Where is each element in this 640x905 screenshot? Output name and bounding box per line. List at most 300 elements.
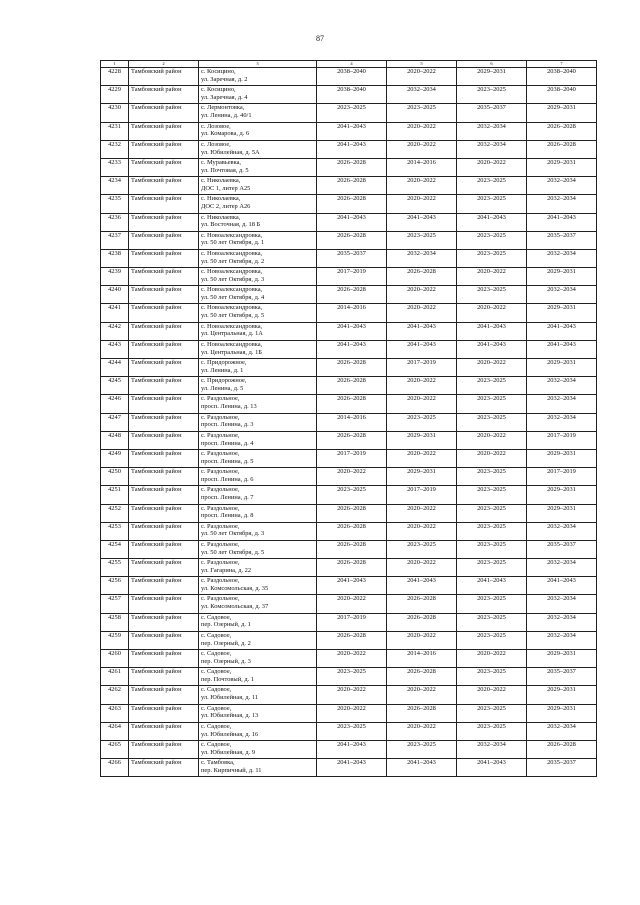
table-row: [101, 759, 597, 777]
period-col-6: 2023–2025: [457, 177, 527, 195]
address-street: ул. Юбилейная, д. 13: [201, 712, 259, 720]
district: Тамбовский район: [129, 613, 199, 631]
period-col-6: 2032–2034: [457, 740, 527, 758]
row-number: 4233: [101, 158, 129, 176]
period-col-5: 2026–2028: [387, 595, 457, 613]
period-col-6: 2023–2025: [457, 413, 527, 431]
address: [199, 704, 317, 722]
address-settlement: с. Раздольное,: [201, 431, 240, 439]
address-street: ул. Восточная, д. 18 Б: [201, 221, 261, 229]
table-row: [101, 540, 597, 558]
table-row: [101, 613, 597, 631]
address-street: пер. Озерный, д. 2: [201, 639, 251, 647]
address: [199, 104, 317, 122]
address-street: ул. 50 лет Октября, д. 5: [201, 312, 265, 320]
period-col-7: 2029–2031: [527, 704, 597, 722]
district: Тамбовский район: [129, 722, 199, 740]
period-col-5: 2029–2031: [387, 431, 457, 449]
address-settlement: с. Садовое,: [201, 650, 232, 657]
address-street: просп. Ленина, д. 8: [201, 512, 254, 520]
table-row: [101, 359, 597, 377]
address-street: ДОС 1, литер А25: [201, 184, 251, 192]
row-number: 4241: [101, 304, 129, 322]
district: Тамбовский район: [129, 195, 199, 213]
period-col-5: 2020–2022: [387, 722, 457, 740]
header-col-1: 1: [101, 61, 129, 68]
period-col-7: 2029–2031: [527, 686, 597, 704]
address-street: пер. Озерный, д. 1: [201, 621, 251, 629]
header-col-7: 7: [527, 61, 597, 68]
address-street: ул. Заречная, д. 4: [201, 93, 248, 101]
table-row: [101, 740, 597, 758]
period-col-4: 2026–2028: [317, 431, 387, 449]
address-settlement: с. Раздольное,: [201, 468, 240, 476]
address-street: ул. 50 лет Октября, д. 4: [201, 294, 265, 302]
table-row: [101, 195, 597, 213]
period-col-7: 2032–2034: [527, 377, 597, 395]
period-col-4: 2023–2025: [317, 722, 387, 740]
address: [199, 613, 317, 631]
period-col-6: 2020–2022: [457, 686, 527, 704]
period-col-7: 2032–2034: [527, 177, 597, 195]
address-street: ул. Почтовая, д. 5: [201, 166, 249, 174]
address-street: просп. Ленина, д. 6: [201, 475, 254, 483]
period-col-5: 2023–2025: [387, 231, 457, 249]
table-row: [101, 486, 597, 504]
address-settlement: с. Новоалександровка,: [201, 304, 263, 312]
table-row: [101, 122, 597, 140]
row-number: 4239: [101, 268, 129, 286]
table-row: [101, 68, 597, 86]
district: Тамбовский район: [129, 359, 199, 377]
address-settlement: с. Новоалександровка,: [201, 322, 263, 330]
period-col-6: 2023–2025: [457, 468, 527, 486]
period-col-5: 2020–2022: [387, 395, 457, 413]
address-street: ул. 50 лет Октября, д. 1: [201, 239, 265, 247]
header-col-3: 3: [199, 61, 317, 68]
address: [199, 740, 317, 758]
period-col-7: 2041–2043: [527, 322, 597, 340]
address: [199, 231, 317, 249]
address-street: ул. 50 лет Октября, д. 2: [201, 257, 265, 265]
address: [199, 158, 317, 176]
table-row: [101, 322, 597, 340]
address-settlement: с. Лозовое,: [201, 122, 231, 130]
period-col-4: 2041–2043: [317, 577, 387, 595]
period-col-7: 2032–2034: [527, 595, 597, 613]
table-row: [101, 268, 597, 286]
address-street: просп. Ленина, д. 13: [201, 403, 257, 411]
period-col-4: 2017–2019: [317, 268, 387, 286]
period-col-4: 2020–2022: [317, 650, 387, 668]
period-col-6: 2023–2025: [457, 395, 527, 413]
address: [199, 522, 317, 540]
address: [199, 686, 317, 704]
period-col-5: 2041–2043: [387, 759, 457, 777]
row-number: 4252: [101, 504, 129, 522]
district: Тамбовский район: [129, 377, 199, 395]
period-col-7: 2026–2028: [527, 122, 597, 140]
period-col-4: 2020–2022: [317, 686, 387, 704]
row-number: 4230: [101, 104, 129, 122]
period-col-4: 2041–2043: [317, 340, 387, 358]
table-row: [101, 249, 597, 267]
district: Тамбовский район: [129, 177, 199, 195]
address-settlement: с. Муравьевка,: [201, 158, 242, 166]
period-col-4: 2041–2043: [317, 759, 387, 777]
address: [199, 722, 317, 740]
period-col-7: 2035–2037: [527, 540, 597, 558]
period-col-7: 2032–2034: [527, 559, 597, 577]
period-col-5: 2026–2028: [387, 704, 457, 722]
table-row: [101, 213, 597, 231]
address: [199, 304, 317, 322]
district: Тамбовский район: [129, 686, 199, 704]
period-col-4: 2014–2016: [317, 304, 387, 322]
header-col-4: 4: [317, 61, 387, 68]
district: Тамбовский район: [129, 577, 199, 595]
period-col-7: 2017–2019: [527, 468, 597, 486]
address: [199, 504, 317, 522]
period-col-7: 2032–2034: [527, 722, 597, 740]
address-street: ул. Ленина, д. 40/1: [201, 112, 252, 120]
district: Тамбовский район: [129, 631, 199, 649]
period-col-5: 2020–2022: [387, 140, 457, 158]
address: [199, 395, 317, 413]
table-row: [101, 559, 597, 577]
address-street: просп. Ленина, д. 4: [201, 439, 254, 447]
row-number: 4244: [101, 359, 129, 377]
period-col-4: 2041–2043: [317, 140, 387, 158]
address-settlement: с. Тамбовка,: [201, 759, 235, 767]
address: [199, 449, 317, 467]
period-col-7: 2029–2031: [527, 359, 597, 377]
period-col-6: 2032–2034: [457, 122, 527, 140]
address-street: ул. Юбилейная, д. 11: [201, 694, 258, 702]
period-col-7: 2032–2034: [527, 631, 597, 649]
table-row: [101, 522, 597, 540]
row-number: 4256: [101, 577, 129, 595]
address-settlement: с. Новоалександровка,: [201, 268, 263, 276]
table-row: [101, 650, 597, 668]
address-street: ул. Юбилейная, д. 16: [201, 730, 259, 738]
table-row: [101, 722, 597, 740]
period-col-5: 2020–2022: [387, 304, 457, 322]
period-col-7: 2029–2031: [527, 104, 597, 122]
period-col-5: 2023–2025: [387, 740, 457, 758]
address: [199, 359, 317, 377]
address-settlement: с. Косицино,: [201, 86, 236, 94]
address: [199, 213, 317, 231]
period-col-7: 2029–2031: [527, 650, 597, 668]
period-col-5: 2017–2019: [387, 486, 457, 504]
address-settlement: с. Новоалександровка,: [201, 231, 263, 239]
period-col-4: 2026–2028: [317, 559, 387, 577]
period-col-7: 2029–2031: [527, 304, 597, 322]
address-settlement: с. Садовое,: [201, 668, 232, 676]
period-col-4: 2026–2028: [317, 231, 387, 249]
period-col-6: 2023–2025: [457, 231, 527, 249]
district: Тамбовский район: [129, 504, 199, 522]
row-number: 4248: [101, 431, 129, 449]
table-row: [101, 231, 597, 249]
period-col-7: 2035–2037: [527, 668, 597, 686]
district: Тамбовский район: [129, 449, 199, 467]
address-settlement: с. Садовое,: [201, 613, 232, 621]
period-col-5: 2020–2022: [387, 177, 457, 195]
table-row: [101, 668, 597, 686]
period-col-4: 2017–2019: [317, 449, 387, 467]
row-number: 4242: [101, 322, 129, 340]
period-col-6: 2041–2043: [457, 759, 527, 777]
table-row: [101, 504, 597, 522]
period-col-6: 2020–2022: [457, 431, 527, 449]
address-street: пер. Озерный, д. 3: [201, 657, 251, 665]
address-street: ул. Заречная, д. 2: [201, 75, 248, 83]
period-col-6: 2020–2022: [457, 158, 527, 176]
address-street: ул. Гагарина, д. 22: [201, 566, 252, 574]
district: Тамбовский район: [129, 86, 199, 104]
period-col-6: 2032–2034: [457, 140, 527, 158]
address: [199, 377, 317, 395]
address: [199, 559, 317, 577]
district: Тамбовский район: [129, 158, 199, 176]
address: [199, 68, 317, 86]
row-number: 4234: [101, 177, 129, 195]
period-col-6: 2023–2025: [457, 377, 527, 395]
period-col-5: 2020–2022: [387, 631, 457, 649]
district: Тамбовский район: [129, 140, 199, 158]
district: Тамбовский район: [129, 486, 199, 504]
period-col-6: 2020–2022: [457, 650, 527, 668]
period-col-7: 2029–2031: [527, 504, 597, 522]
district: Тамбовский район: [129, 650, 199, 668]
period-col-7: 2029–2031: [527, 449, 597, 467]
period-col-4: 2041–2043: [317, 740, 387, 758]
address-settlement: с. Придорожное,: [201, 359, 247, 366]
table-row: [101, 140, 597, 158]
period-col-6: 2020–2022: [457, 268, 527, 286]
address-street: ул. Комарова, д. 6: [201, 130, 250, 138]
period-col-6: 2023–2025: [457, 522, 527, 540]
period-col-6: 2023–2025: [457, 540, 527, 558]
table-row: [101, 595, 597, 613]
period-col-4: 2041–2043: [317, 122, 387, 140]
row-number: 4245: [101, 377, 129, 395]
district: Тамбовский район: [129, 286, 199, 304]
period-col-4: 2038–2040: [317, 68, 387, 86]
address: [199, 595, 317, 613]
period-col-5: 2041–2043: [387, 322, 457, 340]
period-col-6: 2023–2025: [457, 504, 527, 522]
period-col-4: 2023–2025: [317, 668, 387, 686]
period-col-6: 2023–2025: [457, 486, 527, 504]
page-number: 87: [316, 34, 324, 43]
address-street: просп. Ленина, д. 3: [201, 421, 254, 429]
period-col-5: 2020–2022: [387, 686, 457, 704]
period-col-5: 2041–2043: [387, 213, 457, 231]
address-settlement: с. Николаевка,: [201, 177, 241, 185]
address-settlement: с. Раздольное,: [201, 540, 240, 548]
table-row: [101, 377, 597, 395]
address: [199, 195, 317, 213]
row-number: 4231: [101, 122, 129, 140]
period-col-4: 2038–2040: [317, 86, 387, 104]
period-col-5: 2014–2016: [387, 158, 457, 176]
period-col-7: 2038–2040: [527, 68, 597, 86]
district: Тамбовский район: [129, 231, 199, 249]
period-col-4: 2026–2028: [317, 177, 387, 195]
period-col-6: 2023–2025: [457, 86, 527, 104]
period-col-4: 2026–2028: [317, 631, 387, 649]
address-settlement: с. Раздольное,: [201, 595, 240, 603]
period-col-6: 2023–2025: [457, 249, 527, 267]
district: Тамбовский район: [129, 304, 199, 322]
period-col-7: 2032–2034: [527, 249, 597, 267]
address-settlement: с. Лозовое,: [201, 140, 231, 148]
table-row: [101, 577, 597, 595]
period-col-6: 2023–2025: [457, 631, 527, 649]
period-col-4: 2026–2028: [317, 195, 387, 213]
row-number: 4250: [101, 468, 129, 486]
address-street: ул. 50 лет Октября, д. 5: [201, 548, 265, 556]
address-street: ул. 50 лет Октября, д. 3: [201, 275, 265, 283]
district: Тамбовский район: [129, 395, 199, 413]
address-settlement: с. Раздольное,: [201, 522, 240, 530]
row-number: 4253: [101, 522, 129, 540]
period-col-5: 2023–2025: [387, 413, 457, 431]
row-number: 4265: [101, 740, 129, 758]
row-number: 4236: [101, 213, 129, 231]
period-col-7: 2032–2034: [527, 286, 597, 304]
period-col-5: 2026–2028: [387, 613, 457, 631]
period-col-5: 2023–2025: [387, 540, 457, 558]
register-table: [100, 60, 597, 777]
period-col-7: 2029–2031: [527, 486, 597, 504]
period-col-4: 2026–2028: [317, 522, 387, 540]
address-street: ул. 50 лет Октября, д. 3: [201, 530, 265, 538]
period-col-5: 2026–2028: [387, 268, 457, 286]
period-col-7: 2041–2043: [527, 340, 597, 358]
district: Тамбовский район: [129, 759, 199, 777]
period-col-5: 2020–2022: [387, 377, 457, 395]
period-col-5: 2023–2025: [387, 104, 457, 122]
period-col-5: 2032–2034: [387, 86, 457, 104]
address-settlement: с. Раздольное,: [201, 449, 240, 457]
period-col-4: 2026–2028: [317, 359, 387, 377]
period-col-6: 2041–2043: [457, 577, 527, 595]
address-settlement: с. Садовое,: [201, 631, 232, 639]
period-col-5: 2020–2022: [387, 449, 457, 467]
address: [199, 650, 317, 668]
header-row: [101, 61, 597, 68]
period-col-6: 2023–2025: [457, 595, 527, 613]
table-row: [101, 104, 597, 122]
address-settlement: с. Раздольное,: [201, 486, 240, 494]
period-col-5: 2041–2043: [387, 577, 457, 595]
period-col-4: 2017–2019: [317, 613, 387, 631]
row-number: 4249: [101, 449, 129, 467]
period-col-6: 2023–2025: [457, 613, 527, 631]
address: [199, 122, 317, 140]
district: Тамбовский район: [129, 704, 199, 722]
period-col-6: 2023–2025: [457, 704, 527, 722]
period-col-6: 2041–2043: [457, 213, 527, 231]
address-street: ул. Ленина, д. 1: [201, 366, 244, 374]
row-number: 4247: [101, 413, 129, 431]
row-number: 4260: [101, 650, 129, 668]
address-settlement: с. Садовое,: [201, 722, 232, 730]
table-row: [101, 413, 597, 431]
address: [199, 86, 317, 104]
period-col-5: 2020–2022: [387, 195, 457, 213]
address-street: ул. Центральная, д. 1А: [201, 330, 263, 338]
row-number: 4238: [101, 249, 129, 267]
address-settlement: с. Новоалександровка,: [201, 249, 263, 257]
period-col-7: 2032–2034: [527, 395, 597, 413]
period-col-6: 2023–2025: [457, 559, 527, 577]
table-row: [101, 158, 597, 176]
row-number: 4246: [101, 395, 129, 413]
address: [199, 286, 317, 304]
row-number: 4229: [101, 86, 129, 104]
address-street: пер. Кирпичный, д. 11: [201, 766, 262, 774]
period-col-6: 2023–2025: [457, 668, 527, 686]
period-col-6: 2023–2025: [457, 286, 527, 304]
period-col-5: 2020–2022: [387, 522, 457, 540]
table-row: [101, 686, 597, 704]
period-col-4: 2041–2043: [317, 322, 387, 340]
period-col-5: 2017–2019: [387, 359, 457, 377]
period-col-7: 2038–2040: [527, 86, 597, 104]
address: [199, 268, 317, 286]
period-col-6: 2041–2043: [457, 322, 527, 340]
row-number: 4259: [101, 631, 129, 649]
table-row: [101, 304, 597, 322]
period-col-7: 2026–2028: [527, 740, 597, 758]
address-street: просп. Ленина, д. 7: [201, 494, 254, 502]
address-street: просп. Ленина, д. 5: [201, 457, 254, 465]
period-col-6: 2020–2022: [457, 449, 527, 467]
row-number: 4264: [101, 722, 129, 740]
district: Тамбовский район: [129, 540, 199, 558]
period-col-4: 2020–2022: [317, 704, 387, 722]
address-street: ул. Юбилейная, д. 9: [201, 748, 256, 756]
row-number: 4251: [101, 486, 129, 504]
period-col-6: 2041–2043: [457, 340, 527, 358]
period-col-5: 2032–2034: [387, 249, 457, 267]
district: Тамбовский район: [129, 740, 199, 758]
address-settlement: с. Раздольное,: [201, 395, 240, 403]
row-number: 4255: [101, 559, 129, 577]
period-col-5: 2020–2022: [387, 559, 457, 577]
address-settlement: с. Раздольное,: [201, 559, 240, 567]
period-col-5: 2020–2022: [387, 504, 457, 522]
period-col-5: 2020–2022: [387, 286, 457, 304]
address: [199, 668, 317, 686]
district: Тамбовский район: [129, 668, 199, 686]
period-col-4: 2020–2022: [317, 595, 387, 613]
table-row: [101, 704, 597, 722]
address: [199, 177, 317, 195]
period-col-5: 2020–2022: [387, 122, 457, 140]
period-col-4: 2035–2037: [317, 249, 387, 267]
period-col-5: 2026–2028: [387, 668, 457, 686]
address: [199, 540, 317, 558]
row-number: 4261: [101, 668, 129, 686]
address-settlement: с. Придорожное,: [201, 377, 247, 385]
row-number: 4262: [101, 686, 129, 704]
